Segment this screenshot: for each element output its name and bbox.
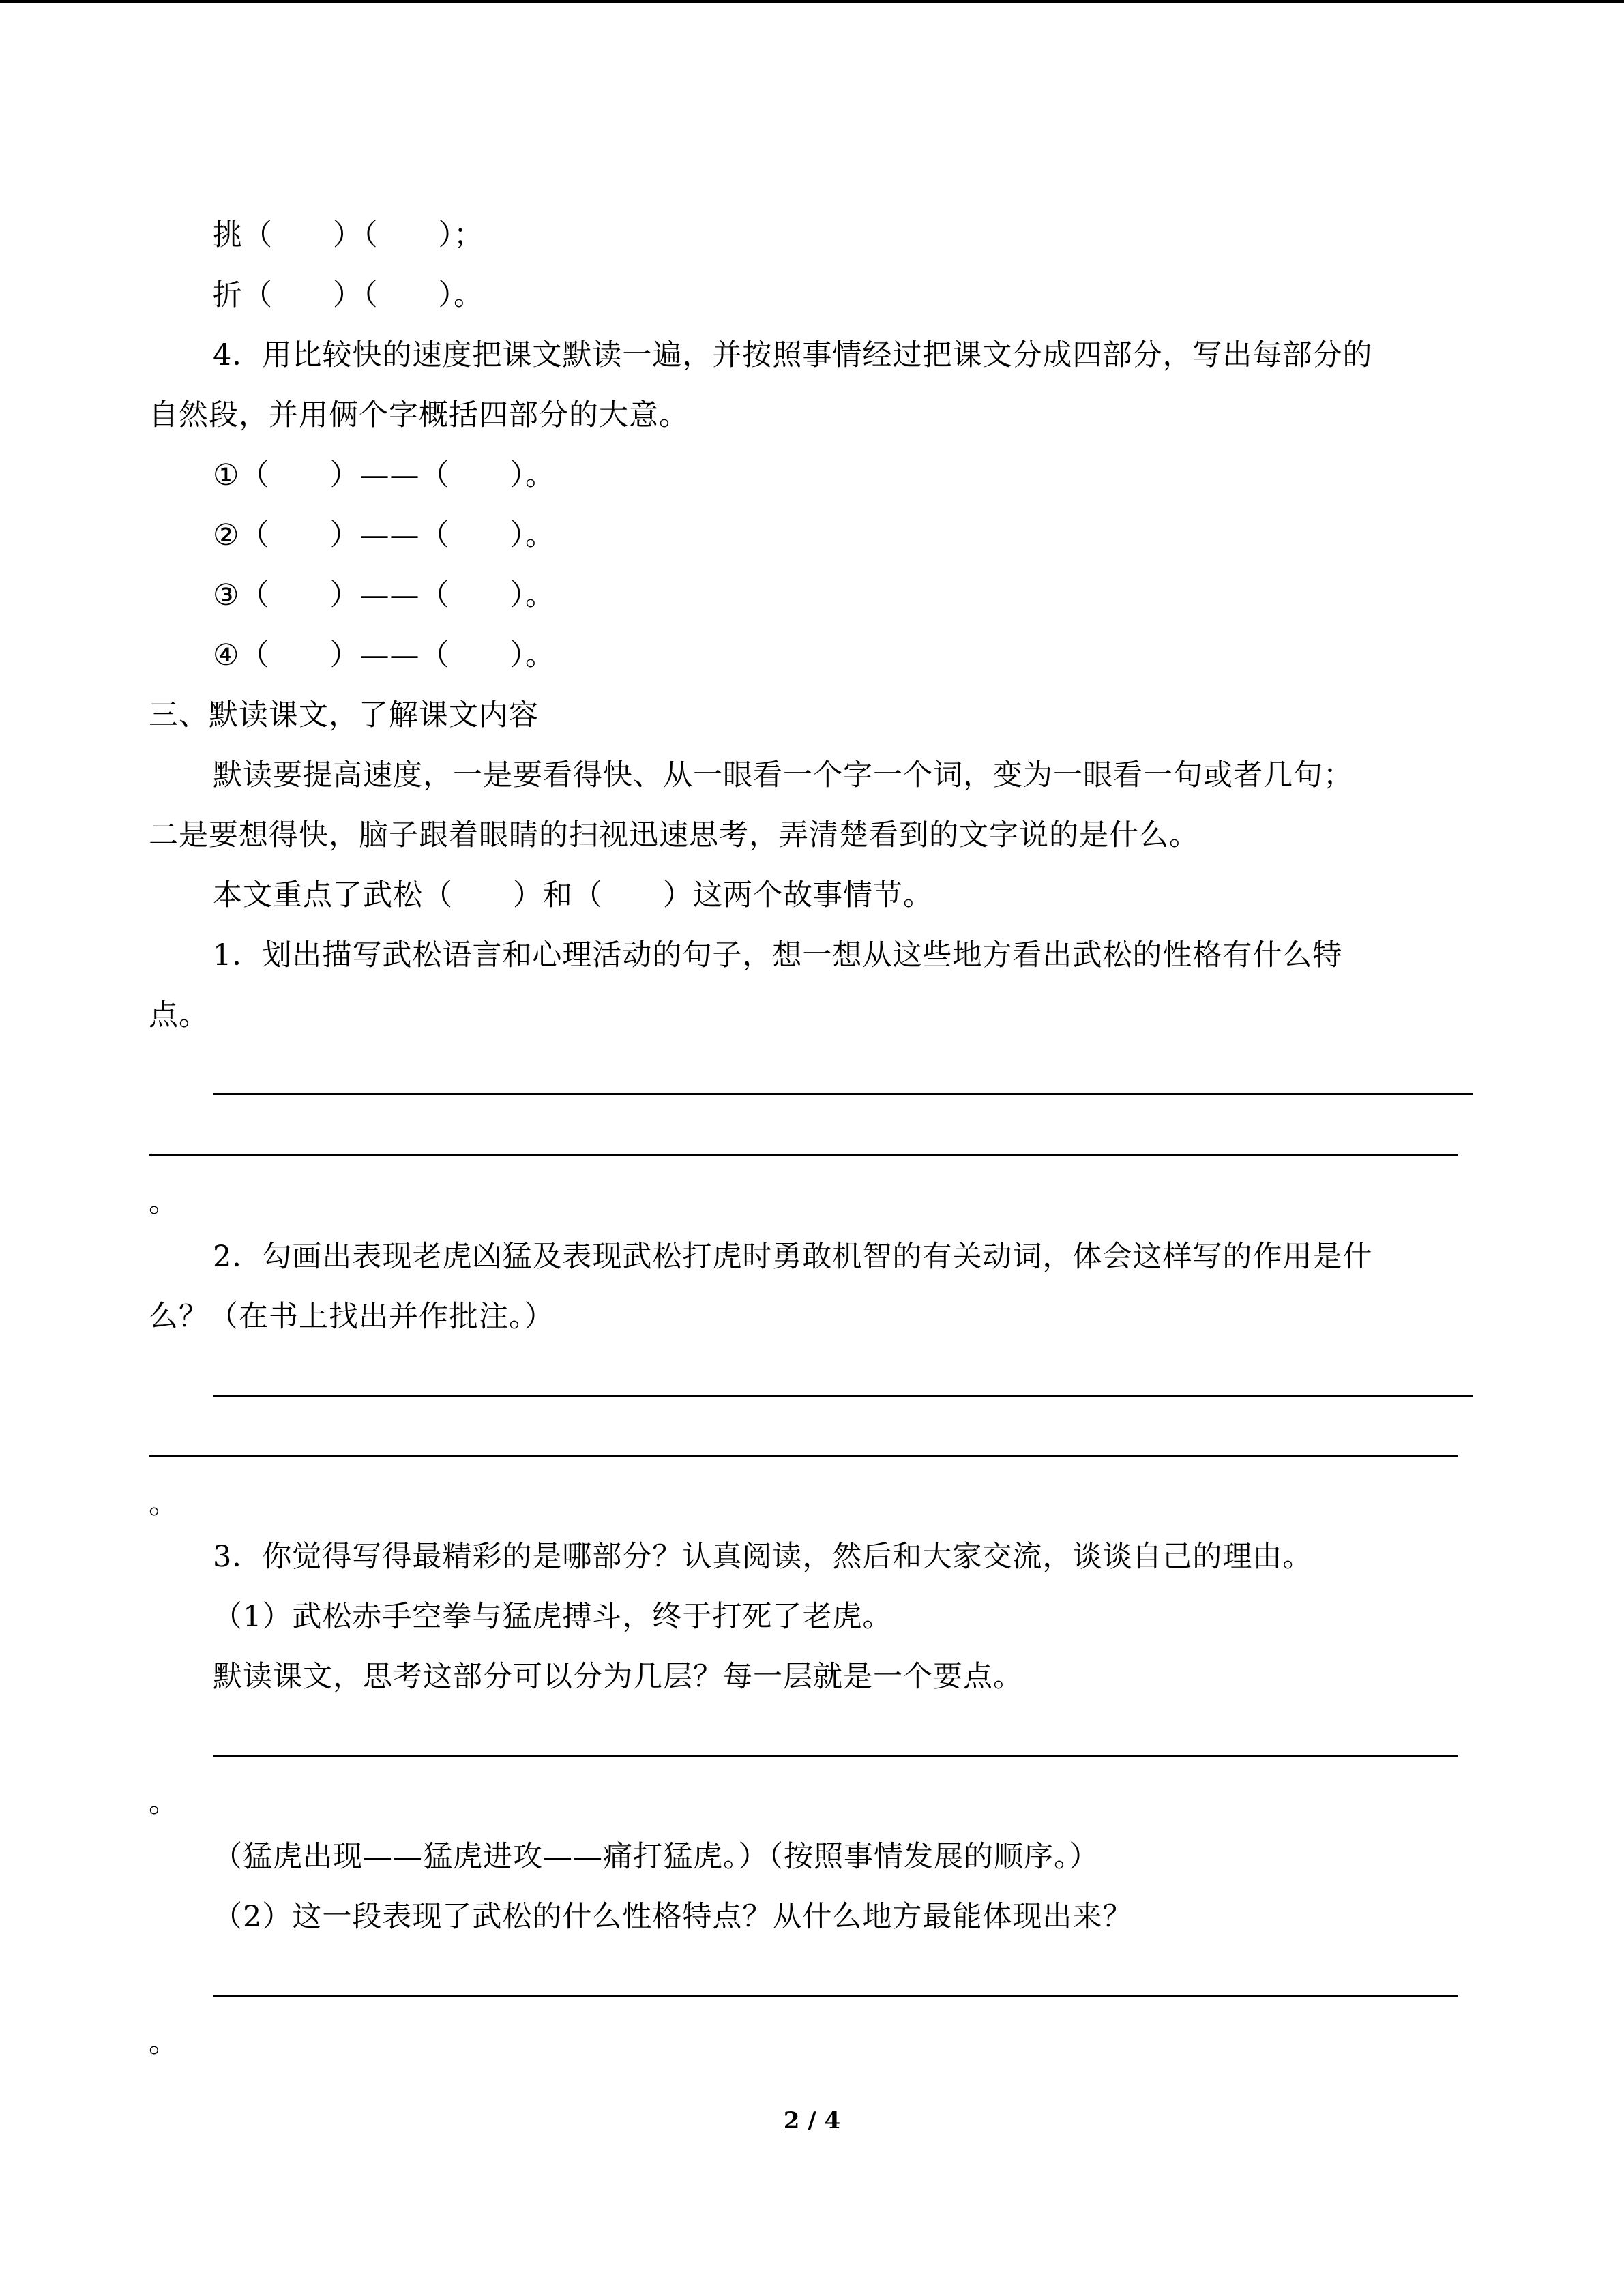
section-3-intro-line-1: 默读要提高速度，一是要看得快、从一眼看一个字一个词，变为一眼看一句或者几句； [213, 758, 1353, 792]
pronunciation-item-zhe: 折（ ）（ ）。 [213, 278, 484, 312]
question-4-line-2: 自然段，并用俩个字概括四部分的大意。 [149, 398, 689, 432]
answer-line [149, 1455, 1458, 1457]
question-2-line-2: 么？（在书上找出并作批注。） [149, 1300, 555, 1334]
question-3: 3．你觉得写得最精彩的是哪部分？认真阅读，然后和大家交流，谈谈自己的理由。 [213, 1540, 1313, 1574]
question-1-end-mark: 。 [149, 1185, 179, 1219]
answer-line [213, 1093, 1473, 1095]
question-2-end-mark: 。 [149, 1487, 179, 1521]
question-4-part-3: ③（ ）——（ ）。 [213, 578, 556, 612]
question-3-sub-1-answer: （猛虎出现——猛虎进攻——痛打猛虎。）（按照事情发展的顺序。） [213, 1840, 1099, 1874]
section-3-heading: 三、默读课文，了解课文内容 [149, 698, 539, 732]
section-3-intro-line-2: 二是要想得快，脑子跟着眼睛的扫视迅速思考，弄清楚看到的文字说的是什么。 [149, 818, 1199, 852]
question-1-line-2: 点。 [149, 998, 209, 1032]
question-4-part-1: ①（ ）——（ ）。 [213, 458, 556, 492]
answer-line [213, 1755, 1458, 1757]
question-3-sub-1-end-mark: 。 [149, 1785, 179, 1819]
question-2-line-1: 2．勾画出表现老虎凶猛及表现武松打虎时勇敢机智的有关动词，体会这样写的作用是什 [213, 1240, 1373, 1274]
question-4-line-1: 4．用比较快的速度把课文默读一遍，并按照事情经过把课文分成四部分，写出每部分的 [213, 338, 1373, 372]
question-1-line-1: 1．划出描写武松语言和心理活动的句子，想一想从这些地方看出武松的性格有什么特 [213, 938, 1343, 972]
answer-line [213, 1395, 1473, 1397]
question-3-sub-1-prompt: 默读课文，思考这部分可以分为几层？每一层就是一个要点。 [213, 1660, 1023, 1694]
question-4-part-4: ④（ ）——（ ）。 [213, 638, 556, 672]
question-3-sub-2-end-mark: 。 [149, 2025, 179, 2059]
section-3-focus: 本文重点了武松（ ）和（ ）这两个故事情节。 [213, 878, 933, 912]
question-4-part-2: ②（ ）——（ ）。 [213, 518, 556, 552]
question-3-sub-1: （1）武松赤手空拳与猛虎搏斗，终于打死了老虎。 [213, 1600, 893, 1634]
top-border [0, 0, 1624, 3]
pronunciation-item-tiao: 挑（ ）（ ）； [213, 218, 484, 252]
answer-line [213, 1995, 1458, 1997]
answer-line [149, 1154, 1458, 1156]
question-3-sub-2: （2）这一段表现了武松的什么性格特点？从什么地方最能体现出来？ [213, 1900, 1133, 1934]
page-number: 2 / 4 [783, 2107, 841, 2134]
